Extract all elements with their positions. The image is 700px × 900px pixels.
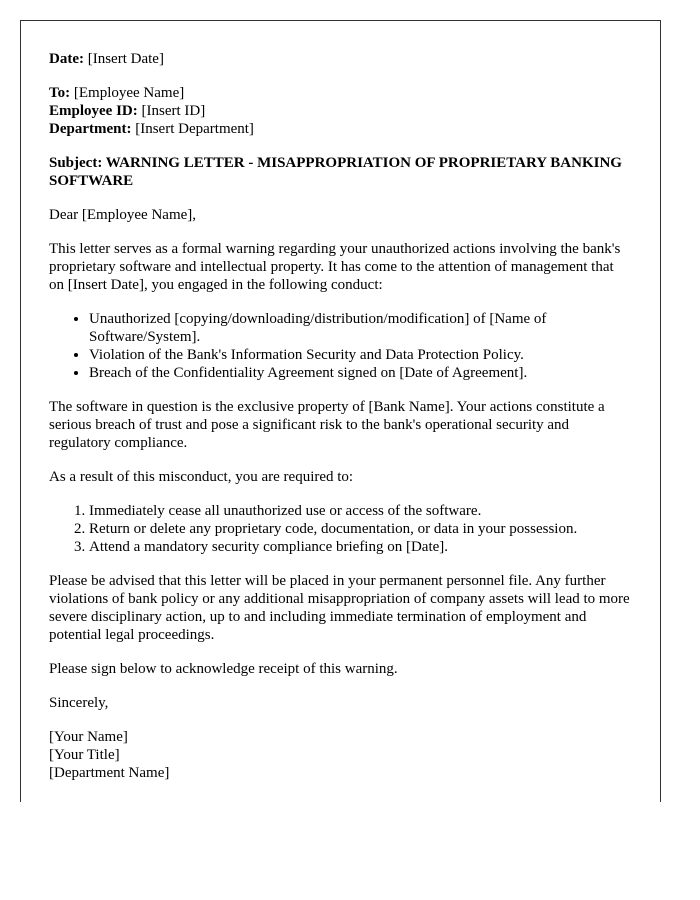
- conduct-list: [49, 310, 632, 382]
- property-paragraph: The software in question is the exclusive property of [Bank Name]. Your actions constitute a serious breach of trust and pose a significant risk to the bank's operational security and regulatory compliance.: [49, 399, 605, 451]
- list-item: • Unauthorized [copying/downloading/distribution/modification] of [Name of Software/System].: [89, 310, 632, 346]
- recipient-block: To: [Employee Name] Employee ID: [Insert ID] Department: [Insert Department]: [49, 85, 254, 137]
- valediction: Sincerely,: [49, 695, 109, 711]
- list-item: • Violation of the Bank's Information Security and Data Protection Policy.: [89, 346, 632, 364]
- subject-line: Subject: WARNING LETTER - MISAPPROPRIATION OF PROPRIETARY BANKING SOFTWARE: [49, 155, 622, 189]
- warning-letter: [20, 20, 661, 802]
- signature-block: [Your Name] [Your Title] [Department Name]: [49, 729, 170, 781]
- list-item: • Breach of the Confidentiality Agreement signed on [Date of Agreement].: [89, 364, 632, 382]
- required-intro: As a result of this misconduct, you are required to:: [49, 469, 354, 485]
- list-item: 3. Attend a mandatory security compliance briefing on [Date].: [89, 538, 632, 556]
- intro-paragraph: This letter serves as a formal warning regarding your unauthorized actions involving the bank's proprietary software and intellectual property. It has come to the attention of management that on [Insert Date], you engaged in the following conduct:: [49, 241, 621, 293]
- list-item: 1. Immediately cease all unauthorized use or access of the software.: [89, 502, 632, 520]
- salutation: Dear [Employee Name],: [49, 207, 197, 223]
- acknowledge-paragraph: Please sign below to acknowledge receipt of this warning.: [49, 661, 398, 677]
- advisory-paragraph: Please be advised that this letter will be placed in your permanent personnel file. Any further violations of bank policy or any additional misappropriation of company assets will lead to more severe disciplinary action, up to and including immediate termination of employment and potential legal proceedings.: [49, 573, 630, 643]
- requirements-list: [49, 502, 632, 556]
- date-line: Date: [Insert Date]: [49, 51, 164, 67]
- list-item: 2. Return or delete any proprietary code, documentation, or data in your possession.: [89, 520, 632, 538]
